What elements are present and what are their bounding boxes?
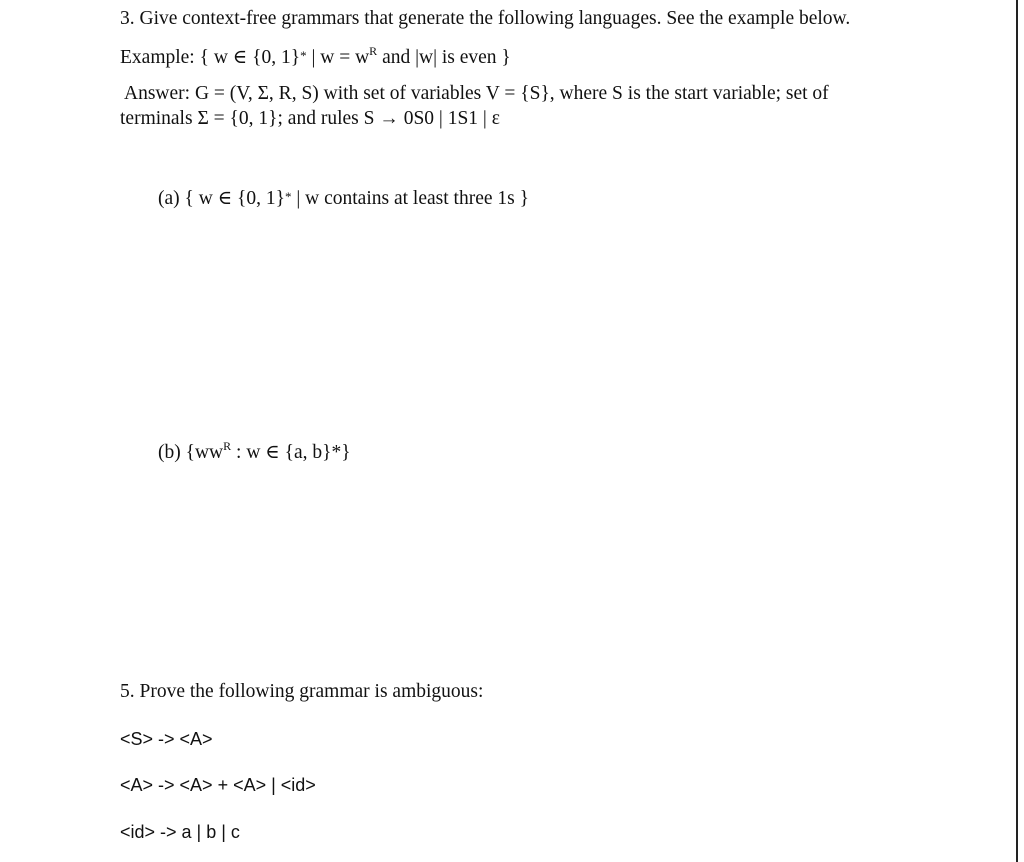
example-line <box>120 44 511 70</box>
answer-line-2: terminals Σ = {0, 1}; and rules S → 0S0 | 1S1 | ε <box>120 108 500 129</box>
question-5-heading: 5. Prove the following grammar is ambiguous: <box>120 681 484 702</box>
part-b <box>158 441 351 465</box>
kleene-star: * <box>300 48 307 63</box>
question-3-heading: 3. Give context-free grammars that generate the following languages. See the example below. <box>120 8 851 29</box>
reverse-superscript: R <box>369 44 378 58</box>
reverse-superscript: R <box>223 439 232 453</box>
grammar-rule-id: <id> -> a | b | c <box>120 822 240 842</box>
part-b-prefix: (b) {ww <box>158 442 224 463</box>
part-a-prefix: (a) { w ∈ {0, 1} <box>158 188 285 209</box>
part-b-suffix: : w ∈ {a, b}*} <box>231 442 351 463</box>
part-a <box>158 185 529 211</box>
example-label: Example: <box>120 47 195 68</box>
example-set: { w ∈ {0, 1} <box>199 47 301 68</box>
kleene-star: * <box>285 189 292 204</box>
part-a-suffix: | w contains at least three 1s } <box>291 188 529 209</box>
grammar-rule-a: <A> -> <A> + <A> | <id> <box>120 775 316 795</box>
grammar-rule-s: <S> -> <A> <box>120 729 213 749</box>
example-condition: | w = w <box>306 47 370 68</box>
answer-line-1: Answer: G = (V, Σ, R, S) with set of variables V = {S}, where S is the start variable; set of <box>124 83 829 104</box>
example-condition-end: and |w| is even } <box>377 47 511 68</box>
